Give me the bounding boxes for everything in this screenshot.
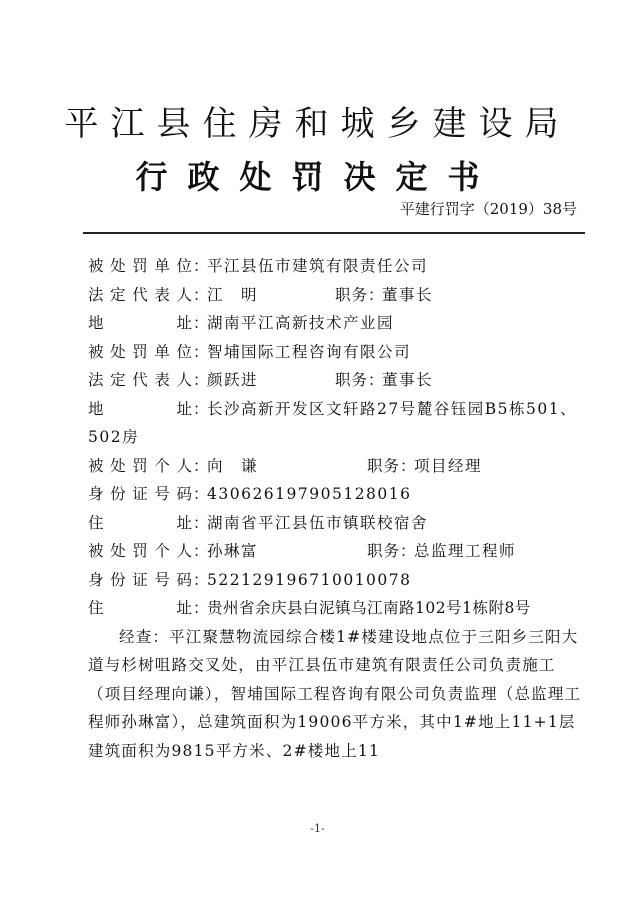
position-label: 职务: [367, 456, 401, 475]
field-label: 被处罚个人: [88, 542, 193, 560]
field-label: 被处罚单位: [88, 257, 193, 275]
party-row: 被处罚单位 ： 平江县伍市建筑有限责任公司: [88, 252, 588, 281]
party-row: 被处罚个人 ： 孙琳富 职务 ： 总监理工程师: [88, 537, 588, 566]
field-value: 430626197905128016: [207, 485, 412, 503]
field-value: 522129196710010078: [207, 570, 412, 589]
position-label: 职务: [367, 542, 401, 560]
party-row: 法定代表人 ： 江 明 职务 ： 董事长: [88, 281, 588, 310]
agency-name: 平江县住房和城乡建设局: [64, 104, 571, 144]
party-row: 身份证号码 ： 522129196710010078: [88, 566, 588, 595]
field-label: 身份证号码: [88, 570, 193, 589]
field-value: 湖南省平江县伍市镇联校宿舍: [207, 513, 429, 532]
field-label: 被处罚个人: [88, 456, 193, 475]
field-label: 法定代表人: [88, 371, 193, 389]
party-row: 住 址 ： 贵州省余庆县白泥镇乌江南路102号1栋附8号: [88, 594, 588, 623]
party-row: 身份证号码 ： 430626197905128016: [88, 480, 588, 509]
field-label: 被处罚单位: [88, 342, 193, 361]
field-value: 孙琳富: [207, 542, 259, 560]
field-label: 住 址: [88, 513, 193, 532]
position-label: 职务: [335, 371, 369, 389]
field-value: 江 明: [207, 285, 259, 304]
field-value: 颜跃进: [207, 371, 259, 389]
position-value: 董事长: [382, 371, 434, 389]
document-body: [88, 252, 588, 765]
field-label: 地 址: [88, 314, 193, 332]
field-label: 地 址: [88, 399, 193, 418]
document-title: 行政处罚决定书: [135, 158, 500, 196]
field-value: 长沙高新开发区文轩路27号麓谷钰园B5栋501、502房: [88, 399, 578, 446]
page-number: -1-: [310, 822, 325, 835]
party-row: 住 址 ： 湖南省平江县伍市镇联校宿舍: [88, 509, 588, 538]
position-value: 项目经理: [414, 456, 483, 475]
field-label: 住 址: [88, 599, 193, 617]
body-paragraph: 经查：平江聚慧物流园综合楼1#楼建设地点位于三阳乡三阳大道与杉树咀路交叉处，由平江县伍市建筑有限责任公司负责施工（项目经理向谦），智埔国际工程咨询有限公司负责监理（总监理工程师孙琳富），总建筑面积为19006平方米，其中1#地上11+1层建筑面积为9815平方米、2#楼地上11: [88, 627, 582, 760]
field-value: 向 谦: [207, 456, 259, 475]
field-label: 法定代表人: [88, 285, 193, 304]
position-value: 董事长: [382, 285, 434, 304]
party-row: 被处罚个人 ： 向 谦 职务 ： 项目经理: [88, 452, 588, 481]
field-value: 平江县伍市建筑有限责任公司: [207, 257, 429, 275]
party-row: 地 址 ： 湖南平江高新技术产业园: [88, 309, 588, 338]
header-divider: [83, 232, 585, 234]
field-value: 贵州省余庆县白泥镇乌江南路102号1栋附8号: [207, 599, 531, 617]
party-row: 被处罚单位 ： 智埔国际工程咨询有限公司: [88, 338, 588, 367]
field-value: 智埔国际工程咨询有限公司: [207, 342, 412, 361]
position-label: 职务: [335, 285, 369, 304]
field-value: 湖南平江高新技术产业园: [207, 314, 395, 332]
party-row: 法定代表人 ： 颜跃进 职务 ： 董事长: [88, 366, 588, 395]
position-value: 总监理工程师: [414, 542, 517, 560]
document-number: 平建行罚字（2019）38号: [399, 200, 577, 218]
field-label: 身份证号码: [88, 485, 193, 503]
party-row: 地 址：长沙高新开发区文轩路27号麓谷钰园B5栋501、502房: [88, 395, 588, 452]
